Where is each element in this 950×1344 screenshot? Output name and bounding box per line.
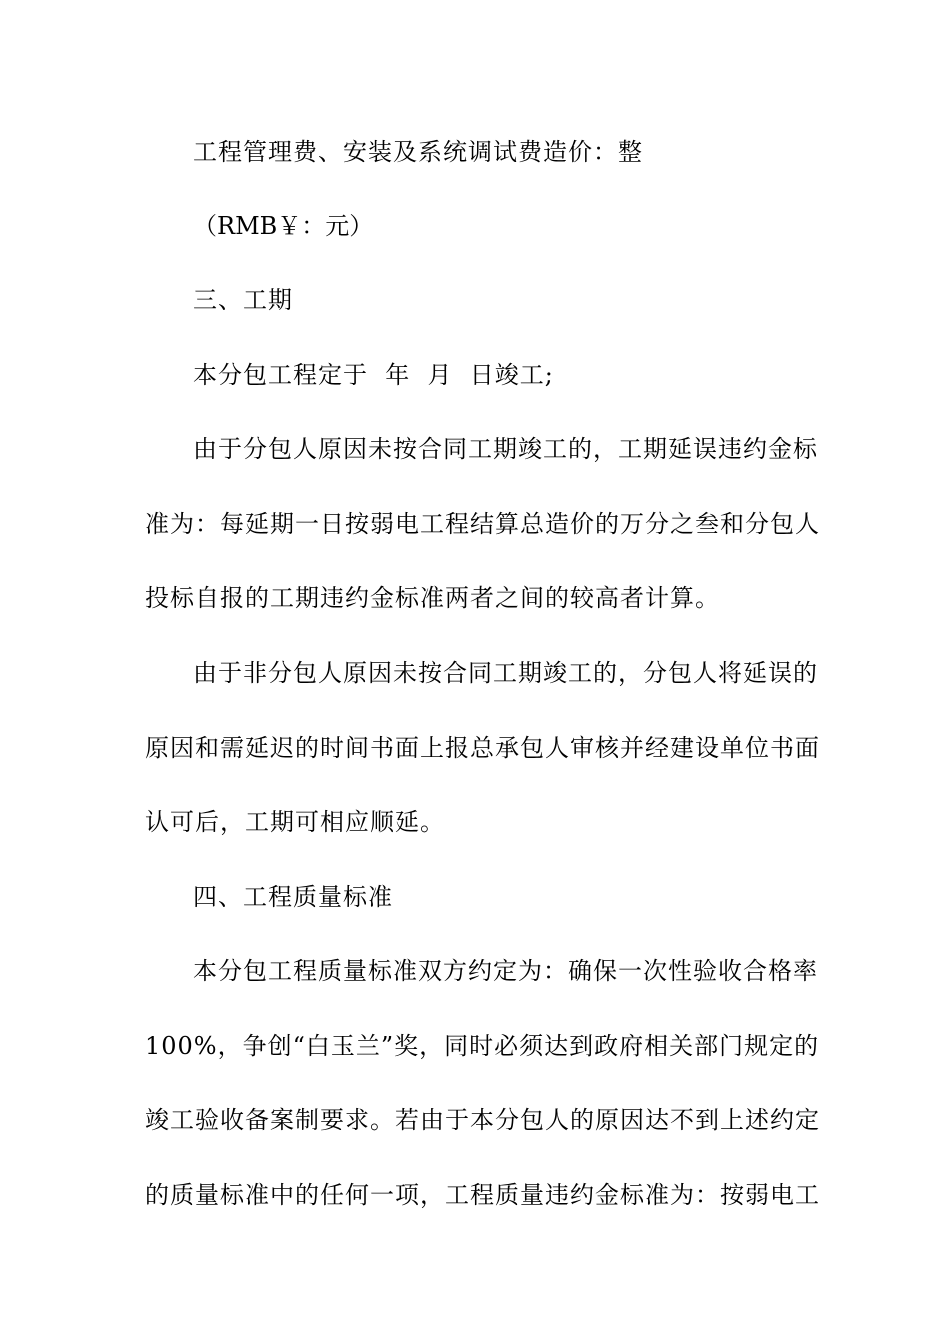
paragraph-delay-line-3: 投标自报的工期违约金标准两者之间的较高者计算。	[145, 584, 720, 612]
paragraph-delay-line-2: 准为：每延期一日按弱电工程结算总造价的万分之叁和分包人	[145, 510, 820, 538]
paragraph-extension-line-2: 原因和需延迟的时间书面上报总承包人审核并经建设单位书面	[145, 734, 820, 762]
section-heading-quality: 四、工程质量标准	[193, 883, 393, 911]
paragraph-quality-line-3: 竣工验收备案制要求。若由于本分包人的原因达不到上述约定	[145, 1106, 820, 1134]
currency-note: （RMB￥：元）	[193, 212, 374, 240]
paragraph-quality-line-4: 的质量标准中的任何一项，工程质量违约金标准为：按弱电工	[145, 1181, 820, 1209]
paragraph-extension-line-3: 认可后，工期可相应顺延。	[145, 808, 445, 836]
paragraph-quality-line-2: 100%，争创“白玉兰”奖，同时必须达到政府相关部门规定的	[145, 1032, 820, 1060]
completion-date-line: 本分包工程定于 年 月 日竣工;	[193, 361, 554, 389]
paragraph-quality-line-1: 本分包工程质量标准双方约定为：确保一次性验收合格率	[193, 957, 818, 985]
section-heading-schedule: 三、工期	[193, 286, 293, 314]
paragraph-delay-line-1: 由于分包人原因未按合同工期竣工的，工期延误违约金标	[193, 435, 818, 463]
cost-line: 工程管理费、安装及系统调试费造价：整	[193, 138, 643, 166]
paragraph-extension-line-1: 由于非分包人原因未按合同工期竣工的，分包人将延误的	[193, 659, 818, 687]
